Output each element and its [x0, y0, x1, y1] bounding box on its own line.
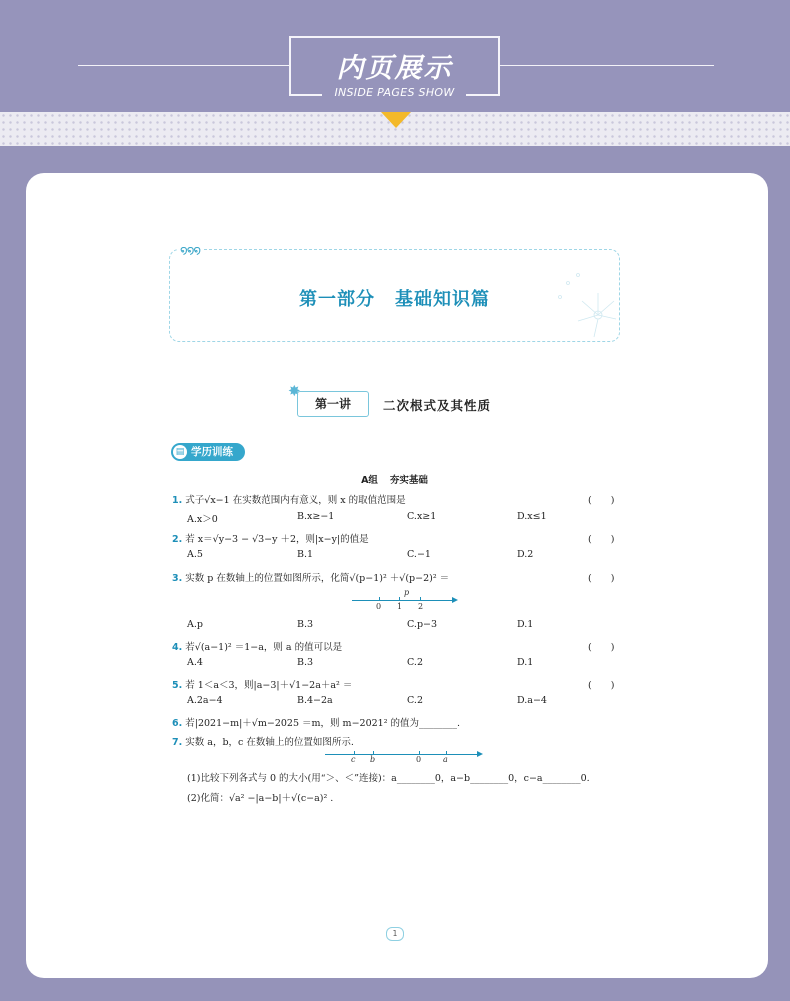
part-name: 基础知识篇 [395, 289, 490, 310]
question-text: 实数 p 在数轴上的位置如图所示，化简√(p−1)² ＋√(p−2)² ＝ [185, 573, 450, 584]
number-line-q3 [352, 588, 458, 612]
answer-paren: ( ) [588, 680, 615, 691]
question-3: 3. 实数 p 在数轴上的位置如图所示，化简√(p−1)² ＋√(p−2)² ＝ [172, 573, 450, 584]
answer-paren: ( ) [588, 495, 615, 506]
chevron-down-icon [381, 112, 411, 128]
answer-paren: ( ) [588, 534, 615, 545]
option: C.−1 [407, 549, 431, 560]
option: C.2 [407, 657, 423, 668]
option: C.x≥1 [407, 511, 437, 522]
question-text: 若 1＜a＜3，则|a−3|＋√1−2a＋a² ＝ [185, 680, 353, 691]
option: B.3 [297, 657, 314, 668]
question-text: 若|2021−m|＋√m−2025 ＝m，则 m−2021² 的值为________. [185, 718, 461, 729]
question-7: 7. 实数 a，b，c 在数轴上的位置如图所示. [172, 737, 354, 748]
question-6: 6. 若|2021−m|＋√m−2025 ＝m，则 m−2021² 的值为________. [172, 718, 461, 729]
question-text: 实数 a，b，c 在数轴上的位置如图所示. [185, 737, 354, 748]
option: A.x＞0 [187, 514, 218, 525]
notebook-icon: ▤ [173, 445, 187, 459]
tick-label: 0 [416, 755, 422, 764]
option: B.x≥−1 [297, 511, 335, 522]
tick-label: 2 [418, 602, 424, 611]
option: B.3 [297, 619, 314, 630]
option: D.2 [517, 549, 534, 560]
banner-title: 内页展示 [336, 53, 453, 84]
option: D.x≤1 [517, 511, 547, 522]
lesson-name: 二次根式及其性质 [383, 398, 492, 413]
option: B.1 [297, 549, 314, 560]
answer-paren: ( ) [588, 642, 615, 653]
option: C.p−3 [407, 619, 438, 630]
arrow-icon [452, 597, 458, 603]
dandelion-icon [548, 263, 620, 339]
training-label: 学历训练 [191, 446, 233, 458]
option: A.4 [187, 657, 203, 668]
answer-paren: ( ) [588, 573, 615, 584]
option: A.2a−4 [187, 695, 223, 706]
question-text: 若√(a−1)² ＝1−a，则 a 的值可以是 [185, 642, 343, 653]
group-label: A组 [361, 475, 378, 486]
question-text: 式子√x−1 在实数范围内有意义，则 x 的取值范围是 [185, 495, 406, 506]
page-number: 1 [386, 927, 404, 941]
training-badge [171, 443, 245, 461]
question-text: 若 x＝√y−3 − √3−y ＋2，则|x−y|的值是 [185, 534, 369, 545]
tick-label: b [370, 755, 376, 764]
swirl-icon: ໑໑໑ [180, 243, 201, 257]
group-title [169, 472, 620, 486]
tick-label: 1 [397, 602, 403, 611]
question-2: 2. 若 x＝√y−3 − √3−y ＋2，则|x−y|的值是 [172, 534, 369, 545]
question-5: 5. 若 1＜a＜3，则|a−3|＋√1−2a＋a² ＝ [172, 680, 353, 691]
lesson-tag: 第一讲 [297, 391, 369, 417]
number-line-q7 [325, 751, 485, 767]
question-7-part-1: (1)比较下列各式与 0 的大小(用“＞、＜”连接)：a________0，a−b________0，c−a________0. [187, 773, 590, 784]
tick-label: c [351, 755, 356, 764]
question-4: 4. 若√(a−1)² ＝1−a，则 a 的值可以是 [172, 642, 343, 653]
option: D.1 [517, 619, 534, 630]
option: A.p [187, 619, 203, 630]
option: A.5 [187, 549, 203, 560]
point-label: p [404, 588, 410, 597]
header-line-right [500, 65, 714, 66]
header-line-left [78, 65, 289, 66]
tick-label: 0 [376, 602, 382, 611]
part-label: 第一部分 [299, 289, 375, 310]
option: D.1 [517, 657, 534, 668]
banner-subtitle: INSIDE PAGES SHOW [334, 86, 455, 99]
option: C.2 [407, 695, 423, 706]
arrow-icon [477, 751, 483, 757]
question-1: 1. 式子√x−1 在实数范围内有意义，则 x 的取值范围是 [172, 495, 406, 506]
group-name: 夯实基础 [389, 475, 428, 486]
star-icon: ✸ [288, 382, 301, 400]
tick-label: a [443, 755, 448, 764]
question-7-part-2: (2)化简：√a² −|a−b|＋√(c−a)² . [187, 793, 334, 804]
option: D.a−4 [517, 695, 547, 706]
option: B.4−2a [297, 695, 333, 706]
